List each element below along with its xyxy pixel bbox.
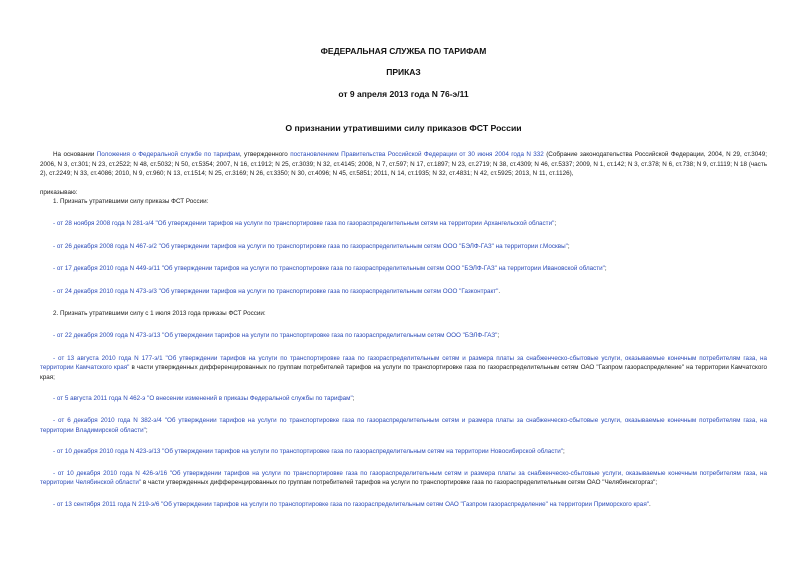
order-link[interactable]: - от 10 декабря 2010 года N 426-э/16 "Об утверждении тарифов на услуги по транспортировке газа по газораспределительным сетям и размера платы за снабженческо-сбытовые услуги, оказываемые конечным потребителям газа, на территории Челябинской области" bbox=[40, 469, 767, 487]
section1-item bbox=[40, 287, 767, 297]
order-link[interactable]: - от 10 декабря 2010 года N 423-э/13 "Об утверждении тарифов на услуги по транспортировке газа по газораспределительным сетям на территории Новосибирской области" bbox=[53, 448, 564, 456]
section1-heading: 1. Признать утратившими силу приказы ФСТ России: bbox=[53, 198, 209, 206]
item-tail: ; bbox=[567, 242, 570, 250]
document-body bbox=[40, 150, 767, 509]
section2-item bbox=[40, 394, 767, 404]
order-link[interactable]: - от 17 декабря 2010 года N 449-э/11 "Об утверждении тарифов на услуги по транспортировке газа по газораспределительным сетям ООО "БЭЛФ-ГАЗ" на территории Ивановской области" bbox=[53, 265, 605, 273]
item-tail: ; bbox=[352, 395, 355, 403]
order-link[interactable]: - от 28 ноября 2008 года N 281-э/4 "Об утверждении тарифов на услуги по транспортировке газа по газораспределительным сетям на территории Архангельской области" bbox=[53, 219, 555, 227]
preamble-rest: (Собрание законодательства Российской Федерации, 2004, N 29, ст.3049; 2006, N 3, ст.301; N 23, ст.2522; N 48, ст.5032; N 50, ст.5354; 2007, N 16, ст.1912; N 25, ст.3039; N 32, ст.4145; 2008, N 7, ст.597; N 17, ст.1897; N 23, ст.2719; N 38, ст.4309; N 46, ст.5337; 2009, N 1, ст.142; N 3, ст.378; N 6, ст.738; N 9, ст.1119; N 18 (часть 2), ст.2249; N 33, ст.4086; 2010, N 9, ст.960; N 13, ст.1514; N 25, ст.3169; N 26, ст.3350; N 30, ст.4096; N 45, ст.5851; 2011, N 14, ст.1935; N 32, ст.4831; N 42, ст.5925; 2013, N 11, ст.1126), bbox=[40, 151, 768, 178]
section1-item bbox=[40, 264, 767, 274]
order-link[interactable]: - от 13 сентября 2011 года N 219-э/6 "Об утверждении тарифов на услуги по транспортировке газа по газораспределительным сетям ОАО "Газпром газораспределение" на территории Приморского края" bbox=[53, 500, 649, 508]
section2-item bbox=[40, 331, 767, 341]
section2-item bbox=[40, 500, 767, 510]
regulation-link[interactable]: Положения о Федеральной службе по тарифам bbox=[96, 151, 240, 158]
section1-item bbox=[40, 242, 767, 252]
preamble-mid: , утвержденного bbox=[239, 151, 291, 158]
document-type: ПРИКАЗ bbox=[386, 67, 421, 77]
item-tail: ; bbox=[497, 331, 500, 339]
resolution-link[interactable]: постановлением Правительства Российской Федерации от 30 июня 2004 года N 332 bbox=[290, 151, 544, 158]
item-tail: в части утвержденных дифференцированных по группам потребителей тарифов на услуги по транспортировке газа по газораспределительным сетям ОАО "Челябинскгоргаз"; bbox=[141, 479, 658, 487]
organization-name: ФЕДЕРАЛЬНАЯ СЛУЖБА ПО ТАРИФАМ bbox=[320, 46, 487, 56]
section2-item bbox=[40, 469, 767, 488]
document-date-number: от 9 апреля 2013 года N 76-э/11 bbox=[338, 89, 469, 99]
document-title: О признании утратившими силу приказов ФСТ России bbox=[285, 123, 522, 133]
order-link[interactable]: - от 24 декабря 2010 года N 473-э/3 "Об утверждении тарифов на услуги по транспортировке газа по газораспределительным сетям ООО "Газконтракт" bbox=[53, 287, 499, 295]
item-tail: в части утвержденных дифференцированных по группам потребителей тарифов на услуги по транспортировке газа по газораспределительным сетям ОАО "Газпром газораспределение" на территории Камчатского края; bbox=[40, 364, 768, 381]
order-link[interactable]: - от 26 декабря 2008 года N 467-э/2 "Об утверждении тарифов на услуги по транспортировке газа по газораспределительным сетям ООО "БЭЛФ-ГАЗ" на территории г.Москвы" bbox=[53, 242, 568, 250]
preamble-paragraph bbox=[40, 150, 767, 179]
preamble-lead: На основании bbox=[53, 151, 97, 158]
order-link[interactable]: - от 5 августа 2011 года N 462-э "О внесении изменений в приказы Федеральной службы по тарифам" bbox=[53, 395, 353, 403]
order-link[interactable]: - от 13 августа 2010 года N 177-э/1 "Об утверждении тарифов на услуги по транспортировке газа по газораспределительным сетям и размера платы за снабженческо-сбытовые услуги, оказываемые конечным потребителям газа, на территории Камчатского края" bbox=[40, 354, 767, 372]
item-tail: ; bbox=[145, 426, 148, 434]
order-link[interactable]: - от 22 декабря 2009 года N 473-э/13 "Об утверждении тарифов на услуги по транспортировке газа по газораспределительным сетям ООО "БЭЛФ-ГАЗ" bbox=[53, 331, 498, 339]
order-word: приказываю: bbox=[40, 188, 78, 196]
order-link[interactable]: - от 6 декабря 2010 года N 382-э/4 "Об утверждении тарифов на услуги по транспортировке газа по газораспределительным сетям и размера платы за снабженческо-сбытовые услуги, оказываемые конечным потребителям газа, на территории Владимирской области" bbox=[40, 416, 767, 434]
section2-item bbox=[40, 416, 767, 435]
item-tail: . bbox=[498, 287, 501, 295]
item-tail: . bbox=[648, 500, 651, 508]
section1-item bbox=[40, 219, 767, 229]
section2-item bbox=[40, 447, 767, 457]
item-tail: ; bbox=[554, 219, 557, 227]
section2-heading: 2. Признать утратившими силу с 1 июля 2013 года приказы ФСТ России: bbox=[53, 310, 266, 318]
section2-item bbox=[40, 354, 767, 383]
item-tail: ; bbox=[604, 265, 607, 273]
item-tail: ; bbox=[563, 448, 565, 456]
